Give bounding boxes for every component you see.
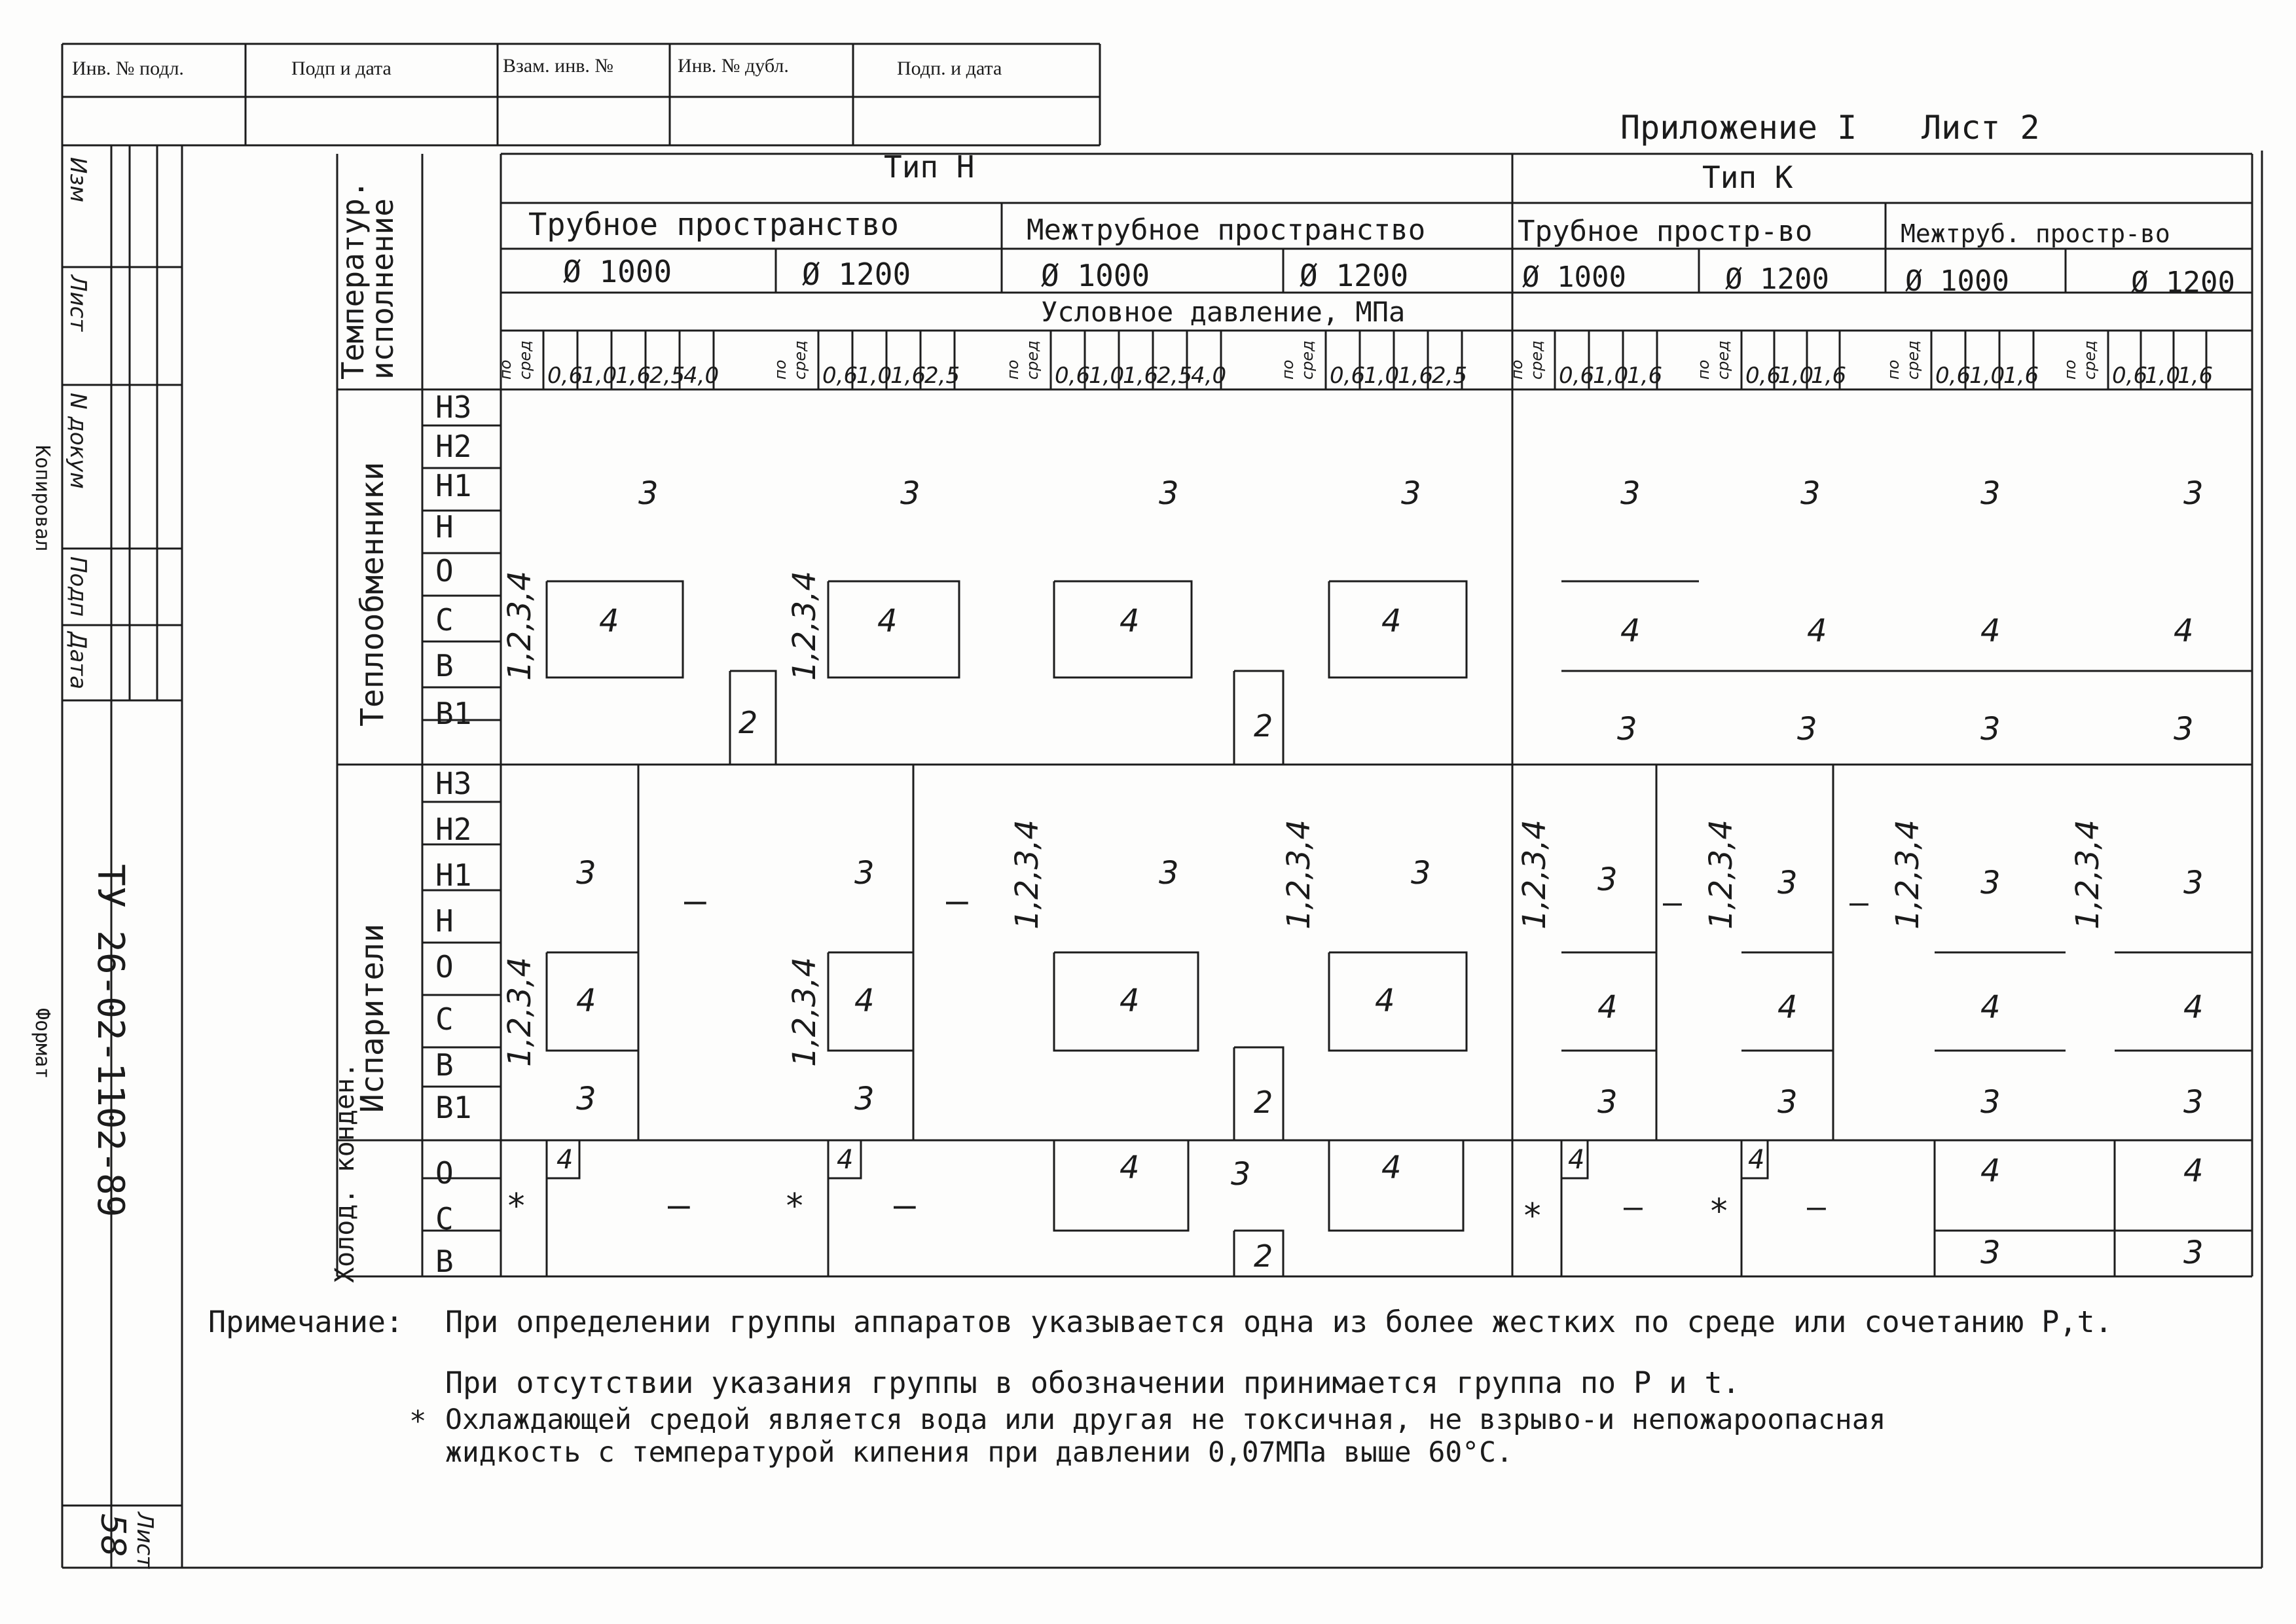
pressure-n-tube-1000: 2,5 xyxy=(649,363,685,389)
type-n-heading: Тип Н xyxy=(884,149,975,185)
cc-asterisk: * xyxy=(506,1187,527,1226)
ev-value-4: 4 xyxy=(1777,989,1798,1026)
temp-code-label: С xyxy=(435,602,454,638)
he-value-3: 3 xyxy=(1980,475,2001,512)
cc-asterisk: * xyxy=(1522,1197,1543,1236)
ev-value-3: 3 xyxy=(854,855,875,892)
k-intertube-space: Межтруб. простр-во xyxy=(1901,219,2170,248)
pressure-n-tube-1200: 1,6 xyxy=(890,363,926,389)
ev-box-4 xyxy=(1329,952,1467,1051)
pressure-k-inter-1000: 1,6 xyxy=(2003,363,2039,389)
temp-code-label: О xyxy=(435,553,454,588)
n-tube-space: Трубное пространство xyxy=(528,207,899,243)
pressure-k-inter-1200: 1,0 xyxy=(2145,363,2181,389)
ev-medium-groups: 1,2,3,4 xyxy=(1281,820,1317,929)
cc-asterisk: * xyxy=(784,1187,805,1226)
group-evaporators: Испарители xyxy=(354,924,391,1113)
he-value-3: 3 xyxy=(1800,475,1821,512)
pressure-k-inter-1200: 1,6 xyxy=(2178,363,2214,389)
strip-list-bottom: Лист xyxy=(132,1512,158,1569)
stamp-podp-data-1: Подп и дата xyxy=(291,58,392,79)
temp-header-line1: Температур. xyxy=(335,180,371,380)
he-value-3: 3 xyxy=(900,475,920,512)
ev-value-3b: 3 xyxy=(1980,1084,2001,1121)
temp-code-label: В xyxy=(435,648,454,683)
ev-value-4: 4 xyxy=(576,983,596,1019)
he-value-3: 3 xyxy=(1401,475,1421,512)
ev-value-3b: 3 xyxy=(576,1081,596,1117)
by-medium-label: по xyxy=(1279,359,1297,380)
pressure-label: Условное давление, МПа xyxy=(1041,296,1406,328)
pressure-k-tube-1000: 1,6 xyxy=(1627,363,1663,389)
strip-n-dokum: N докум xyxy=(65,393,91,489)
strip-data: Дата xyxy=(65,632,91,690)
he-value-2: 2 xyxy=(738,705,758,740)
pressure-n-tube-1200: 1,0 xyxy=(856,363,892,389)
n-tube-d1200: Ø 1200 xyxy=(802,257,911,292)
pressure-n-inter-1000: 4,0 xyxy=(1191,363,1227,389)
he-value-3: 3 xyxy=(638,475,659,512)
temp-code-label: В1 xyxy=(435,696,472,731)
cc-value-3: 3 xyxy=(1231,1156,1251,1193)
temp-code-label: Н3 xyxy=(435,389,472,425)
ev-dash: — xyxy=(684,880,706,922)
by-medium-label: по xyxy=(1004,359,1022,380)
n-tube-d1000: Ø 1000 xyxy=(563,254,672,289)
strip-copied: Копировал xyxy=(31,445,54,552)
pressure-n-inter-1200: 2,5 xyxy=(1432,363,1468,389)
group-heat-exchangers: Теплообменники xyxy=(354,461,391,727)
he-medium-groups: 1,2,3,4 xyxy=(501,571,538,681)
ev-value-2: 2 xyxy=(1254,1085,1273,1120)
cc-asterisk: * xyxy=(1709,1192,1730,1231)
cc-dash: — xyxy=(1624,1189,1643,1225)
pressure-n-tube-1000: 0,6 xyxy=(547,363,583,389)
he-value-3: 3 xyxy=(1159,475,1179,512)
pressure-k-tube-1200: 1,6 xyxy=(1811,363,1847,389)
n-intertube-space: Межтрубное пространство xyxy=(1027,213,1426,247)
temp-code-label: Н1 xyxy=(435,857,472,893)
k-tube-d1000: Ø 1000 xyxy=(1522,261,1626,294)
by-medium-label: сред xyxy=(1298,340,1317,380)
by-medium-label: по xyxy=(496,359,515,380)
cc-value-4: 4 xyxy=(1381,1149,1402,1186)
ev-value-3: 3 xyxy=(1980,865,2001,901)
k-tube-space: Трубное простр-во xyxy=(1518,215,1813,248)
ev-value-3: 3 xyxy=(2183,865,2204,901)
temp-code-label: О xyxy=(435,949,454,984)
by-medium-label: сред xyxy=(516,340,534,380)
notes-line-3: Охлаждающей средой является вода или другая не токсичная, не взрыво-и непожароопасная xyxy=(445,1403,1886,1436)
he-value-4: 4 xyxy=(1807,613,1827,649)
temp-code-label: Н xyxy=(435,509,454,545)
he-value-4: 4 xyxy=(2174,613,2194,649)
ev-value-3: 3 xyxy=(576,855,596,892)
ev-medium-groups: 1,2,3,4 xyxy=(786,957,823,1067)
pressure-n-inter-1200: 1,0 xyxy=(1364,363,1400,389)
he-value-4: 4 xyxy=(1980,613,2001,649)
n-inter-d1000: Ø 1000 xyxy=(1041,258,1150,293)
pressure-k-inter-1000: 1,0 xyxy=(1969,363,2005,389)
by-medium-label: по xyxy=(2061,359,2079,380)
pressure-n-inter-1200: 0,6 xyxy=(1330,363,1366,389)
k-inter-d1000: Ø 1000 xyxy=(1905,264,2009,298)
stamp-vzam-inv: Взам. инв. № xyxy=(503,55,614,77)
pressure-n-tube-1200: 0,6 xyxy=(822,363,858,389)
stamp-inv-dubl: Инв. № дубл. xyxy=(678,55,789,77)
by-medium-label: по xyxy=(1884,359,1903,380)
ev-value-4: 4 xyxy=(2183,989,2204,1026)
k-tube-d1200: Ø 1200 xyxy=(1725,262,1829,296)
ev-value-4: 4 xyxy=(1375,983,1395,1019)
cc-value-3: 3 xyxy=(2183,1235,2204,1271)
ev-value-4: 4 xyxy=(1597,989,1618,1026)
cc-dash: — xyxy=(668,1184,690,1227)
cc-value-4: 4 xyxy=(1568,1145,1585,1175)
strip-podp: Подп xyxy=(65,556,91,617)
he-medium-groups: 1,2,3,4 xyxy=(786,571,823,681)
he-value-4: 4 xyxy=(1381,603,1402,640)
temp-code-label: В1 xyxy=(435,1090,472,1125)
strip-list: Лист xyxy=(65,275,91,332)
he-value-4: 4 xyxy=(1120,603,1140,640)
strip-format: Формат xyxy=(31,1008,54,1079)
temp-code-label: С xyxy=(435,1201,454,1236)
he-value-2: 2 xyxy=(1254,708,1273,744)
temp-code-label: О xyxy=(435,1155,454,1191)
pressure-n-tube-1000: 1,6 xyxy=(615,363,651,389)
by-medium-label: сред xyxy=(1527,340,1546,380)
ev-medium-groups: 1,2,3,4 xyxy=(1516,820,1553,929)
ev-dash: — xyxy=(1850,884,1868,921)
by-medium-label: сред xyxy=(1714,340,1732,380)
pressure-k-tube-1200: 1,0 xyxy=(1778,363,1814,389)
group-cold-condensers: Холод. конден. xyxy=(330,1062,360,1283)
pressure-k-inter-1000: 0,6 xyxy=(1935,363,1971,389)
temp-header-line2: исполнение xyxy=(365,198,400,380)
pressure-n-tube-1200: 2,5 xyxy=(924,363,960,389)
ev-value-3: 3 xyxy=(1411,855,1431,892)
pressure-n-inter-1000: 0,6 xyxy=(1055,363,1091,389)
by-medium-label: сред xyxy=(1904,340,1922,380)
ev-medium-groups: 1,2,3,4 xyxy=(501,957,538,1067)
cc-value-2: 2 xyxy=(1254,1238,1273,1274)
ev-value-3: 3 xyxy=(1777,865,1798,901)
cc-dash: — xyxy=(1807,1189,1826,1225)
ev-value-3b: 3 xyxy=(854,1081,875,1117)
by-medium-label: сред xyxy=(791,340,809,380)
notes-star: * xyxy=(409,1405,427,1438)
temp-code-label: В xyxy=(435,1244,454,1279)
appendix-label: Приложение I xyxy=(1620,109,1857,147)
pressure-n-tube-1000: 4,0 xyxy=(683,363,720,389)
pressure-n-inter-1000: 1,0 xyxy=(1089,363,1125,389)
cc-value-4: 4 xyxy=(2183,1153,2204,1189)
ev-value-4: 4 xyxy=(1980,989,2001,1026)
sheet-label: Лист 2 xyxy=(1922,109,2040,147)
pressure-k-inter-1200: 0,6 xyxy=(2112,363,2148,389)
ev-value-3: 3 xyxy=(1159,855,1179,892)
he-value-4: 4 xyxy=(599,603,619,640)
temp-code-label: В xyxy=(435,1047,454,1083)
notes-label: Примечание: xyxy=(208,1305,404,1339)
strip-doc-code: ТУ 26-02-1102-89 xyxy=(89,864,132,1218)
cc-value-4: 4 xyxy=(556,1145,574,1175)
pressure-n-inter-1000: 1,6 xyxy=(1123,363,1159,389)
cc-value-4: 4 xyxy=(1980,1153,2001,1189)
cc-value-3: 3 xyxy=(1980,1235,2001,1271)
cc-value-4: 4 xyxy=(1748,1145,1765,1175)
by-medium-label: по xyxy=(1694,359,1713,380)
temp-code-label: Н xyxy=(435,903,454,939)
ev-medium-groups: 1,2,3,4 xyxy=(2069,820,2106,929)
by-medium-label: по xyxy=(1508,359,1526,380)
cc-value-4: 4 xyxy=(837,1145,854,1175)
temp-code-label: Н2 xyxy=(435,812,472,847)
stamp-podp-data-2: Подп. и дата xyxy=(897,58,1002,79)
by-medium-label: сред xyxy=(2081,340,2099,380)
ev-value-3b: 3 xyxy=(1597,1084,1618,1121)
he-value-3: 3 xyxy=(1620,475,1641,512)
he-value-3b: 3 xyxy=(1617,711,1637,748)
pressure-k-tube-1200: 0,6 xyxy=(1745,363,1781,389)
type-k-heading: Тип К xyxy=(1702,160,1793,195)
temp-code-label: Н3 xyxy=(435,766,472,801)
he-value-3b: 3 xyxy=(1797,711,1817,748)
pressure-k-tube-1000: 0,6 xyxy=(1559,363,1595,389)
n-inter-d1200: Ø 1200 xyxy=(1300,258,1409,293)
ev-value-3: 3 xyxy=(1597,861,1618,898)
notes-line-4: жидкость с температурой кипения при давлении 0,07МПа выше 60°С. xyxy=(445,1436,1513,1469)
pressure-n-inter-1200: 1,6 xyxy=(1398,363,1434,389)
ev-value-4: 4 xyxy=(1120,983,1140,1019)
pressure-k-tube-1000: 1,0 xyxy=(1593,363,1629,389)
ev-value-3b: 3 xyxy=(2183,1084,2204,1121)
strip-page-number: 58 xyxy=(93,1513,132,1557)
ev-medium-groups: 1,2,3,4 xyxy=(1889,820,1926,929)
he-value-4: 4 xyxy=(1620,613,1641,649)
he-value-4: 4 xyxy=(877,603,898,640)
by-medium-label: по xyxy=(771,359,790,380)
by-medium-label: сред xyxy=(1023,340,1042,380)
temp-code-label: С xyxy=(435,1001,454,1037)
temp-code-label: Н1 xyxy=(435,468,472,503)
ev-medium-groups: 1,2,3,4 xyxy=(1703,820,1740,929)
strip-izm: Изм xyxy=(65,157,91,203)
ev-medium-groups: 1,2,3,4 xyxy=(1009,820,1046,929)
he-value-3b: 3 xyxy=(1980,711,2001,748)
ev-value-4: 4 xyxy=(854,983,875,1019)
ev-value-3b: 3 xyxy=(1777,1084,1798,1121)
stamp-inv-podl: Инв. № подл. xyxy=(72,58,184,79)
notes-line-1: При определении группы аппаратов указывается одна из более жестких по среде или сочетанию Р,t. xyxy=(445,1305,2113,1339)
notes-line-2: При отсутствии указания группы в обозначении принимается группа по Р и t. xyxy=(445,1365,1740,1400)
cc-value-4: 4 xyxy=(1120,1149,1140,1186)
ev-dash: — xyxy=(1663,884,1682,921)
k-inter-d1200: Ø 1200 xyxy=(2131,266,2235,299)
he-value-3b: 3 xyxy=(2174,711,2194,748)
ev-dash: — xyxy=(946,880,968,922)
temp-code-label: Н2 xyxy=(435,429,472,464)
cc-dash: — xyxy=(894,1184,916,1227)
he-value-3: 3 xyxy=(2183,475,2204,512)
pressure-n-tube-1000: 1,0 xyxy=(581,363,617,389)
pressure-n-inter-1000: 2,5 xyxy=(1157,363,1193,389)
